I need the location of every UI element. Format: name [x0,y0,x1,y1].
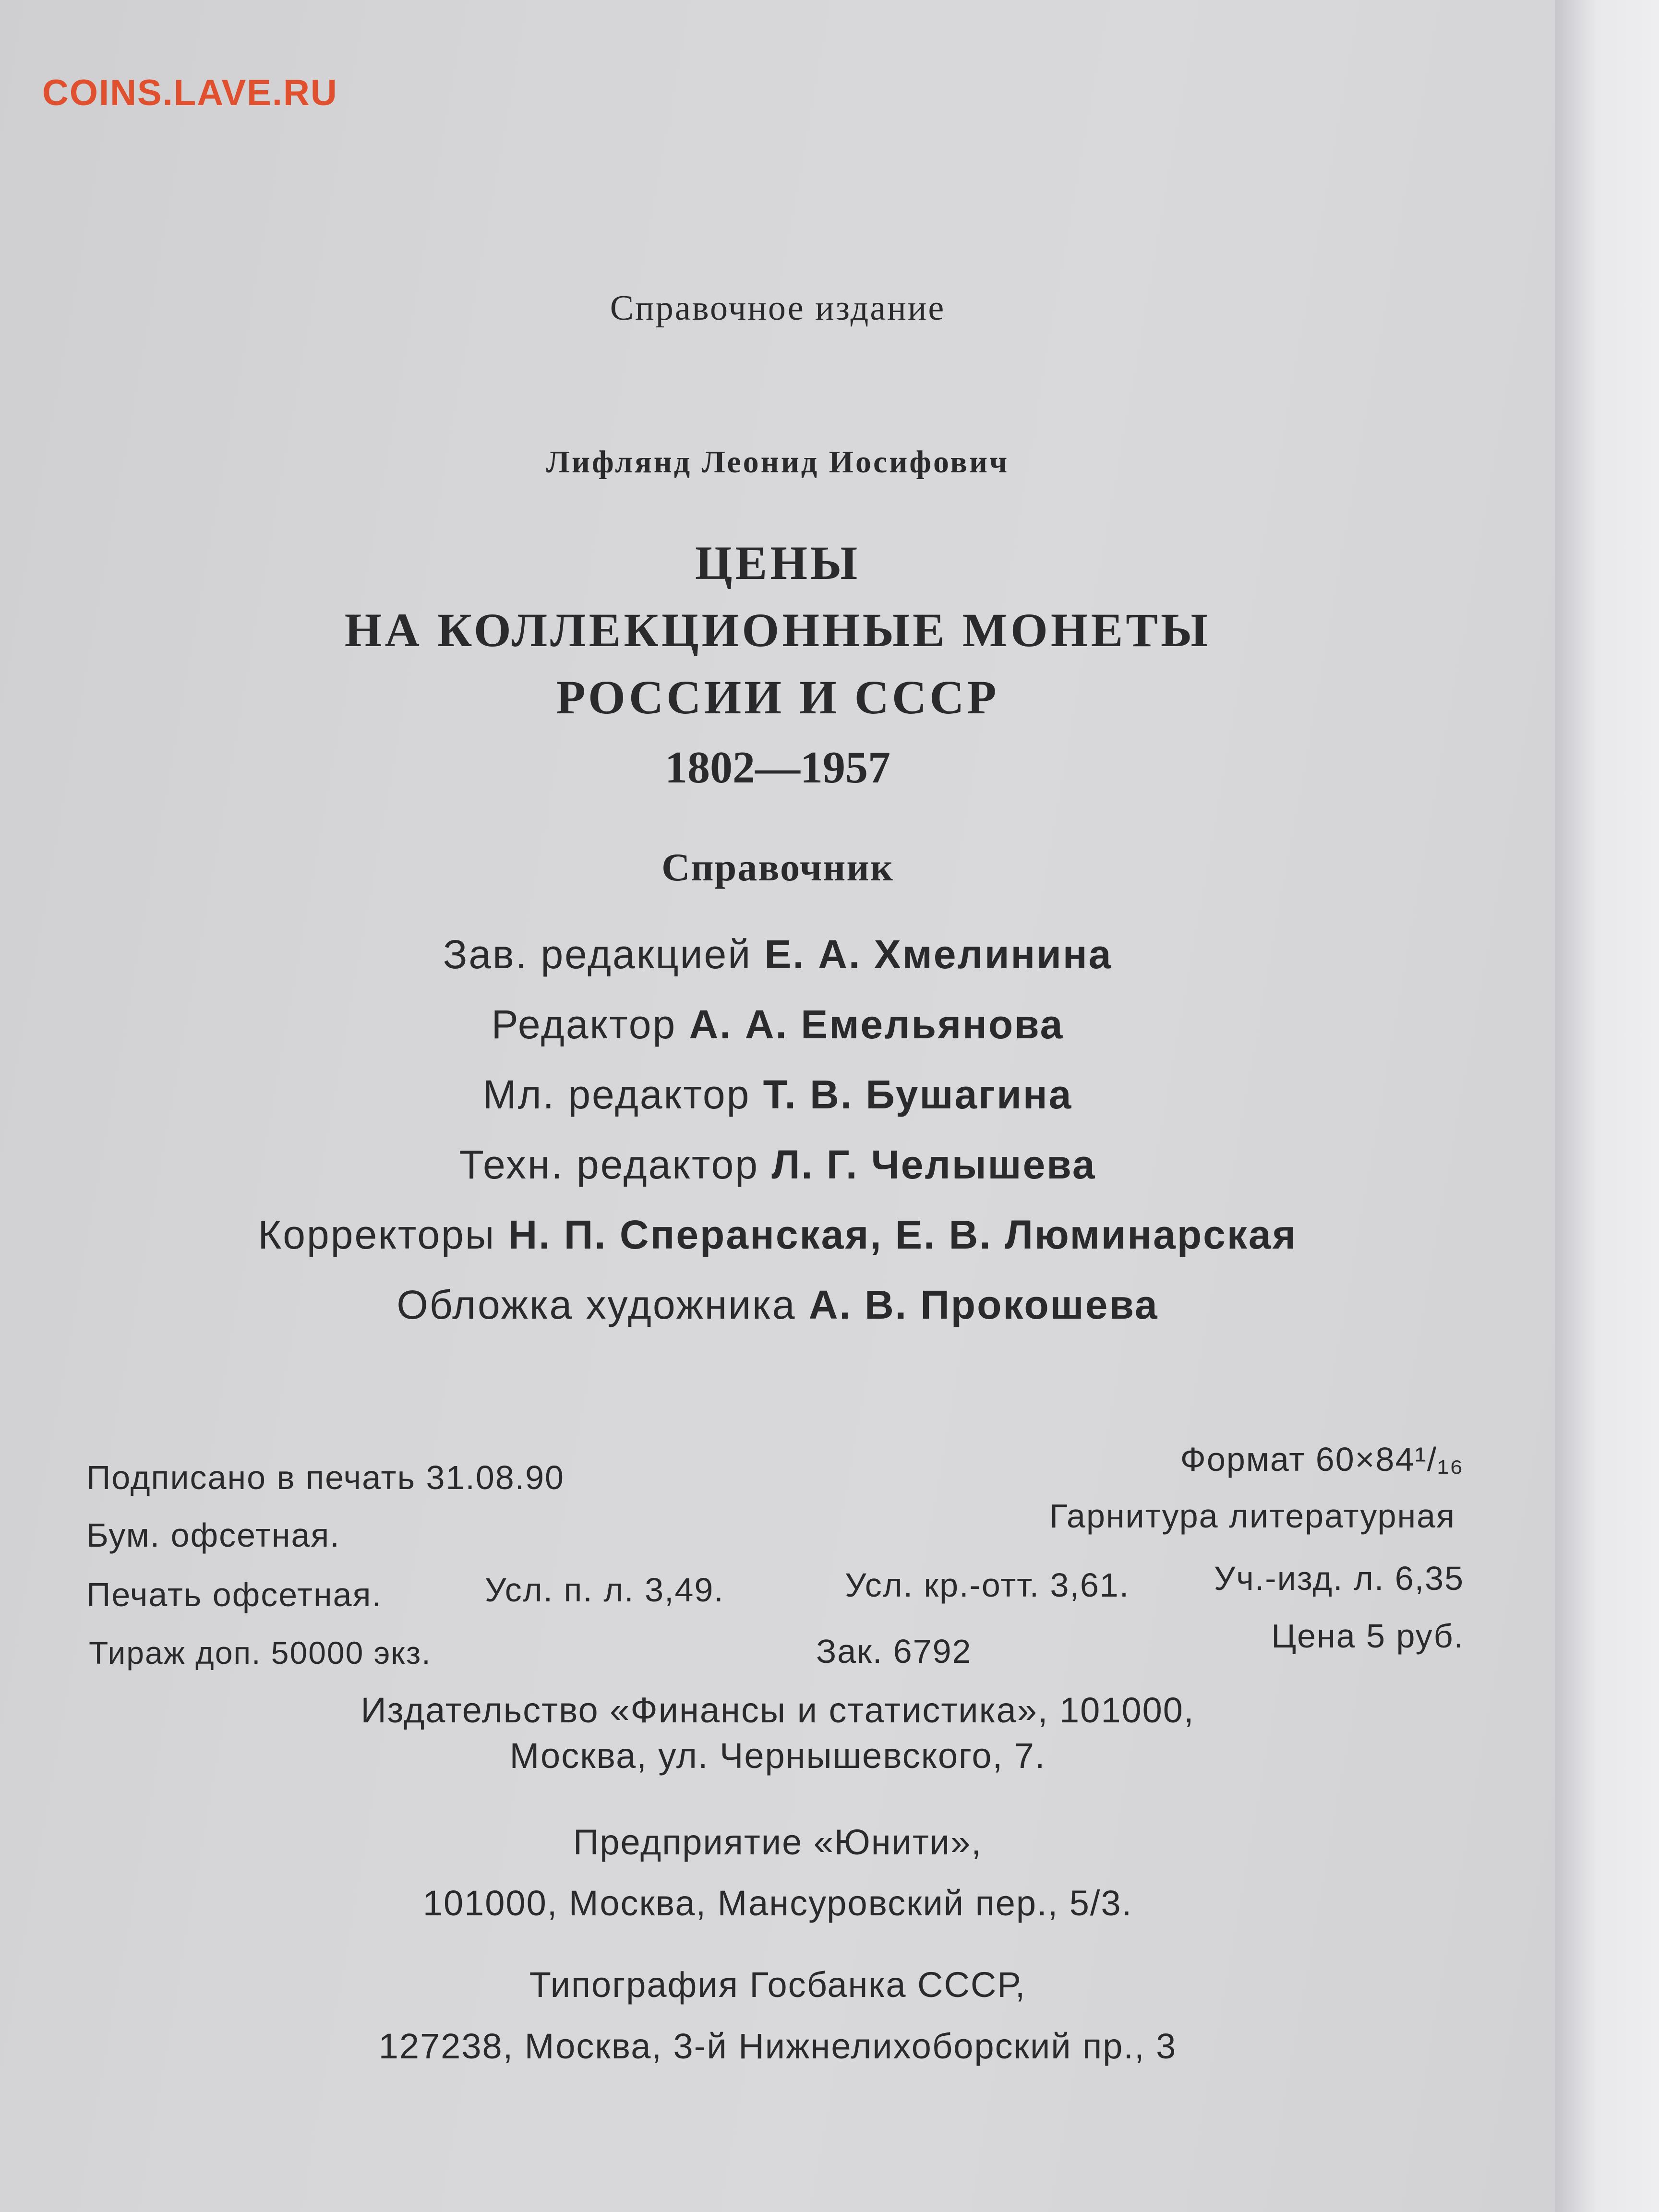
colophon-typeface: Гарнитура литературная [1049,1497,1455,1535]
colophon-color-prints: Усл. кр.-отт. 3,61. [845,1566,1130,1604]
colophon-price: Цена 5 руб. [1271,1617,1464,1655]
publisher-line-2: Москва, ул. Чернышевского, 7. [509,1736,1046,1776]
credit-row-cover-artist [0,1270,1555,1340]
credit-row-head-editor [0,919,1555,989]
author-name: Лифлянд Леонид Иосифович [546,445,1010,480]
colophon-pub-sheets: Уч.-изд. л. 6,35 [1214,1560,1464,1597]
colophon-print: Печать офсетная. [86,1576,382,1613]
credit-row-junior-editor [0,1059,1555,1130]
credits-list [0,919,1555,1340]
enterprise-line-1: Предприятие «Юнити», [573,1822,982,1862]
colophon-signed: Подписано в печать 31.08.90 [86,1459,565,1496]
credit-role: Корректоры [258,1212,496,1257]
printer-line-2: 127238, Москва, 3-й Нижнелихоборский пр., 3 [378,2026,1177,2066]
credit-row-tech-editor [0,1130,1555,1200]
credit-role: Зав. редакцией [443,932,752,977]
credit-role: Техн. редактор [459,1142,759,1187]
colophon-format: Формат 60×84¹/₁₆ [1180,1441,1464,1478]
colophon-typeface-wrap [0,1497,1555,1535]
printer-line-1: Типография Госбанка СССР, [529,1965,1026,2005]
colophon-price-wrap [0,1617,1555,1655]
colophon-format-wrap [0,1440,1555,1479]
publisher-line-1: Издательство «Финансы и статистика», 101000, [361,1690,1195,1730]
year-range: 1802—1957 [665,743,890,793]
enterprise-line-2: 101000, Москва, Мансуровский пер., 5/3. [422,1883,1133,1923]
colophon-pub-sheets-wrap [0,1559,1555,1598]
book-title-line-3: РОССИИ И СССР [556,671,999,724]
genre-label: Справочник [661,845,894,889]
credit-name: Л. Г. Челышева [771,1142,1096,1187]
credit-row-proofreaders [0,1200,1555,1270]
site-watermark: COINS.LAVE.RU [42,72,338,113]
credit-name: А. А. Емельянова [689,1002,1064,1047]
credit-name: А. В. Прокошева [808,1282,1159,1327]
credit-role: Мл. редактор [482,1072,751,1117]
page-edge [1555,0,1659,2212]
colophon-order: Зак. 6792 [816,1633,972,1670]
credit-row-editor [0,989,1555,1059]
credit-name: Н. П. Сперанская, Е. В. Люминарская [508,1212,1298,1257]
book-title-line-2: НА КОЛЛЕКЦИОННЫЕ МОНЕТЫ [344,603,1211,657]
credit-role: Обложка художника [397,1282,796,1327]
colophon-print-sheets: Усл. п. л. 3,49. [485,1571,724,1609]
edition-type: Справочное издание [610,289,946,328]
credit-role: Редактор [491,1002,677,1047]
credit-name: Е. А. Хмелинина [764,932,1113,977]
book-title-line-1: ЦЕНЫ [695,536,861,589]
colophon-paper: Бум. офсетная. [86,1516,340,1554]
colophon-circulation: Тираж доп. 50000 экз. [89,1635,432,1671]
credit-name: Т. В. Бушагина [763,1072,1073,1117]
